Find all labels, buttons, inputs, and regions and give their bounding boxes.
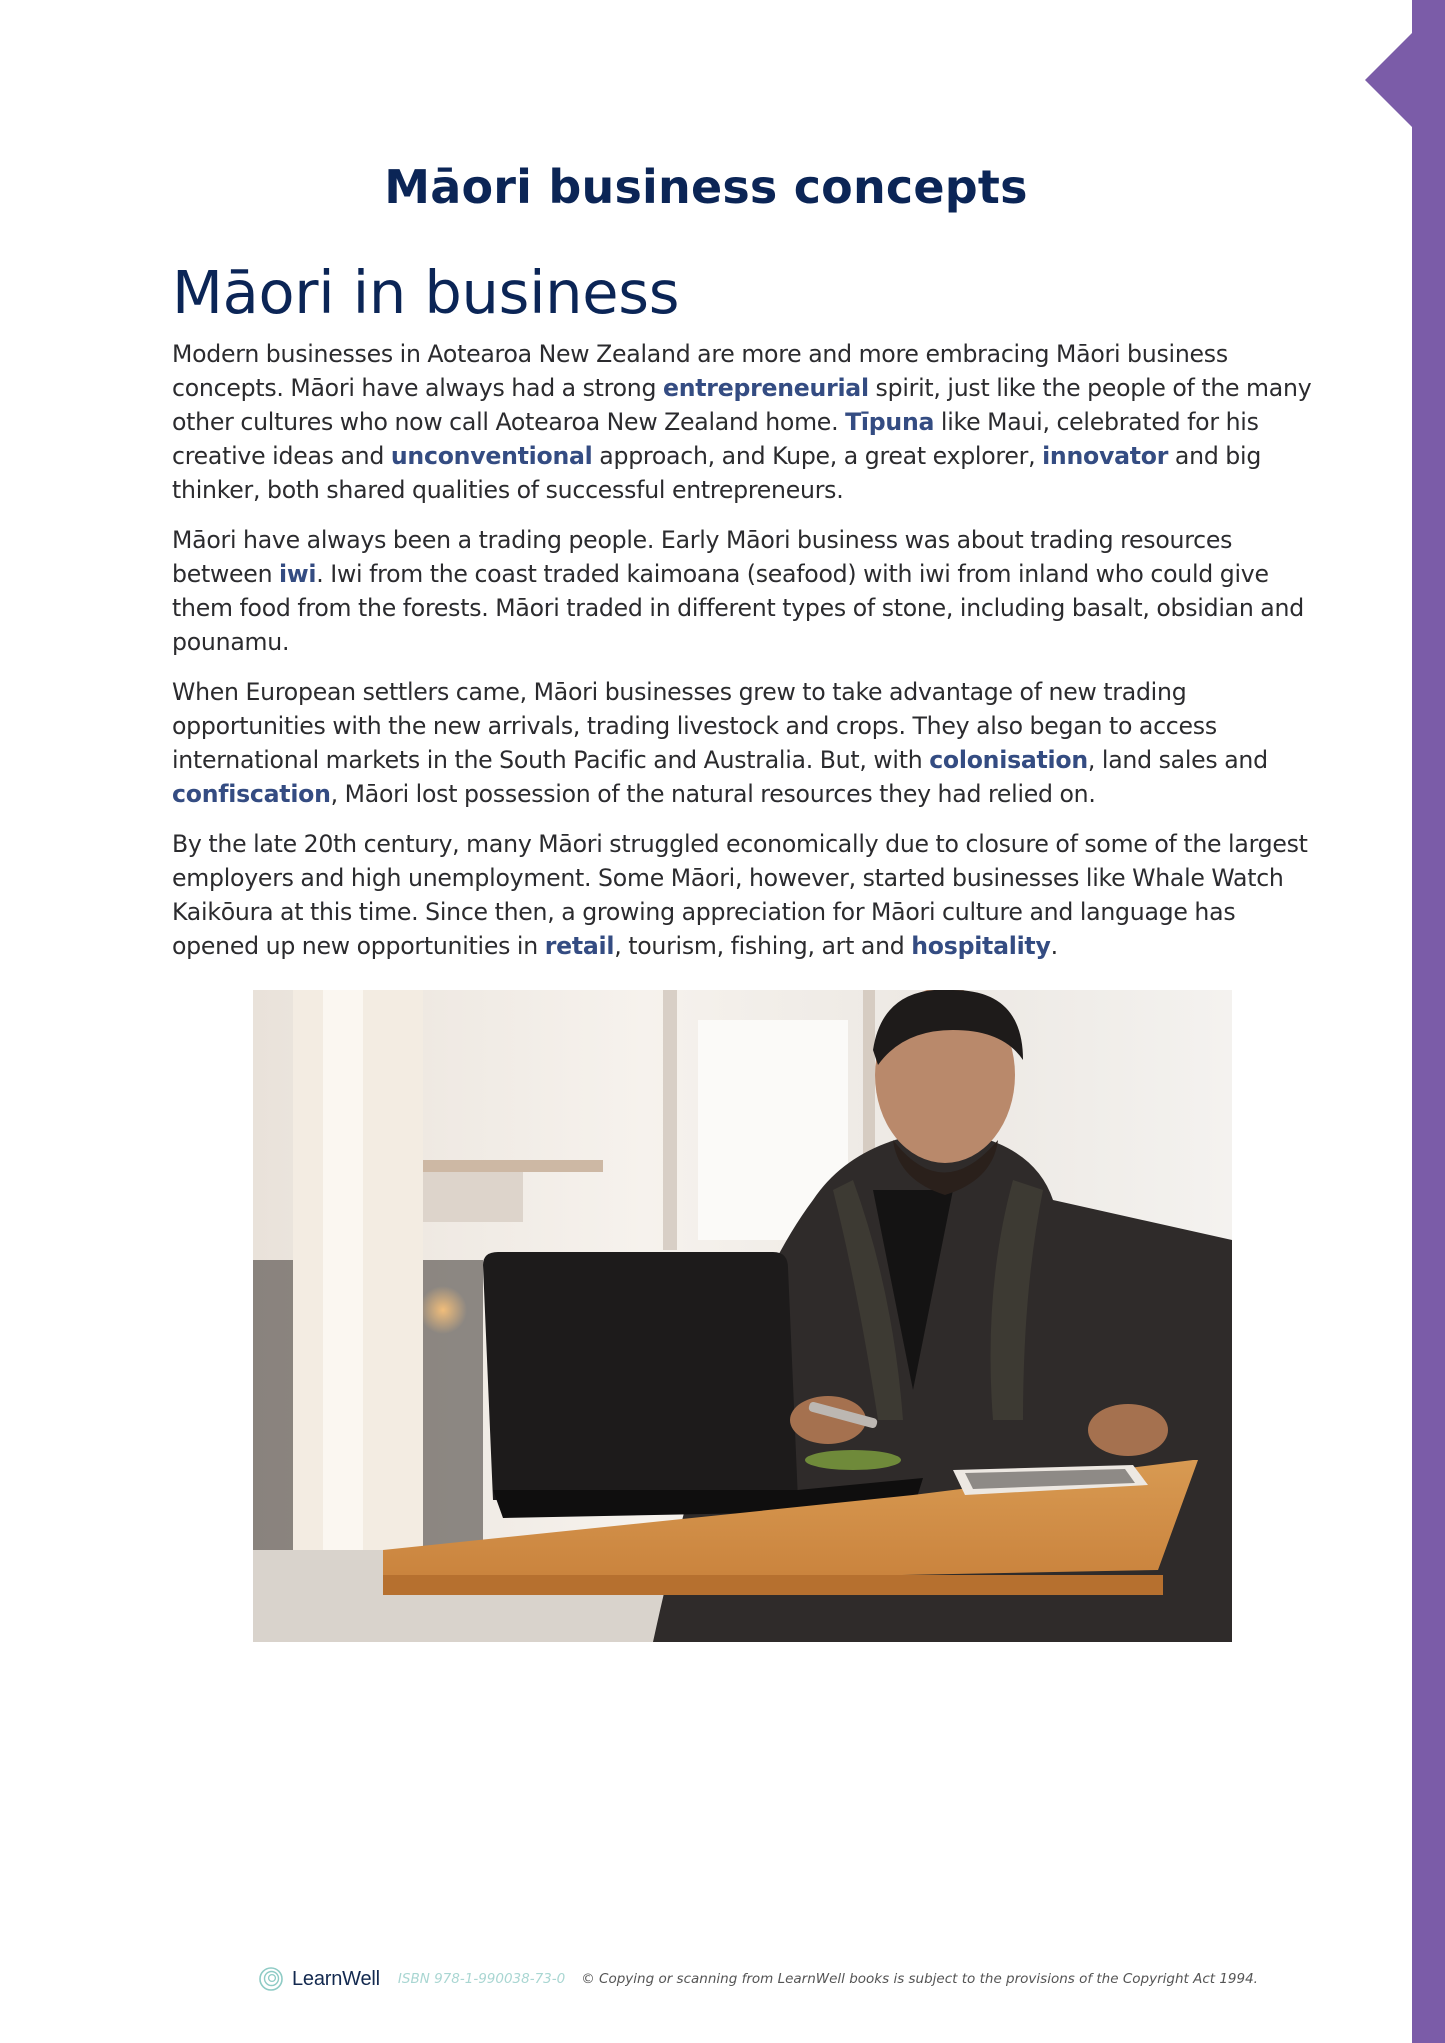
page-tab-arrow-icon xyxy=(1365,33,1413,127)
spiral-logo-icon xyxy=(258,1966,284,1992)
glossary-keyword: retail xyxy=(544,932,615,960)
glossary-keyword: colonisation xyxy=(929,746,1088,774)
paragraph: Māori have always been a trading people. Early Māori business was about trading resources between iwi. Iwi from the coast traded kaimoana (seafood) with iwi from inland who could give them food from the forests. Māori traded in different types of stone, including basalt, obsidian and pounamu. xyxy=(172,526,1304,656)
glossary-keyword: innovator xyxy=(1042,442,1169,470)
article-body xyxy=(172,337,1322,979)
glossary-keyword: entrepreneurial xyxy=(662,374,869,402)
paragraph: By the late 20th century, many Māori struggled economically due to closure of some of the largest employers and high unemployment. Some Māori, however, started businesses like Whale Watch Kaikōura at this time. Since then, a growing appreciation for Māori culture and language has opened up new opportunities in retail, tourism, fishing, art and hospitality. xyxy=(172,830,1308,960)
copyright-notice: © Copying or scanning from LearnWell books is subject to the provisions of the Copyright Act 1994. xyxy=(581,1971,1258,1987)
glossary-keyword: unconventional xyxy=(390,442,593,470)
page-title: Māori business concepts xyxy=(384,160,1028,214)
glossary-keyword: Tīpuna xyxy=(845,408,935,436)
paragraph: When European settlers came, Māori businesses grew to take advantage of new trading opportunities with the new arrivals, trading livestock and crops. They also began to access international markets in the South Pacific and Australia. But, with colonisation, land sales and confiscation, Māori lost possession of the natural resources they had relied on. xyxy=(172,678,1268,808)
glossary-keyword: iwi xyxy=(279,560,317,588)
brand-name: LearnWell xyxy=(292,1967,380,1990)
section-heading: Māori in business xyxy=(172,258,680,327)
paragraph: Modern businesses in Aotearoa New Zealand are more and more embracing Māori business concepts. Māori have always had a strong entrepreneurial spirit, just like the people of the many other cultures who now call Aotearoa New Zealand home. Tīpuna like Maui, celebrated for his creative ideas and unconventional approach, and Kupe, a great explorer, innovator and big thinker, both shared qualities of successful entrepreneurs. xyxy=(172,340,1312,504)
isbn-text: ISBN 978-1-990038-73-0 xyxy=(397,1971,566,1987)
glossary-keyword: hospitality xyxy=(911,932,1051,960)
side-color-band xyxy=(1412,0,1445,2043)
business-photo xyxy=(253,990,1232,1642)
glossary-keyword: confiscation xyxy=(172,780,331,808)
page-footer xyxy=(258,1962,1258,1996)
